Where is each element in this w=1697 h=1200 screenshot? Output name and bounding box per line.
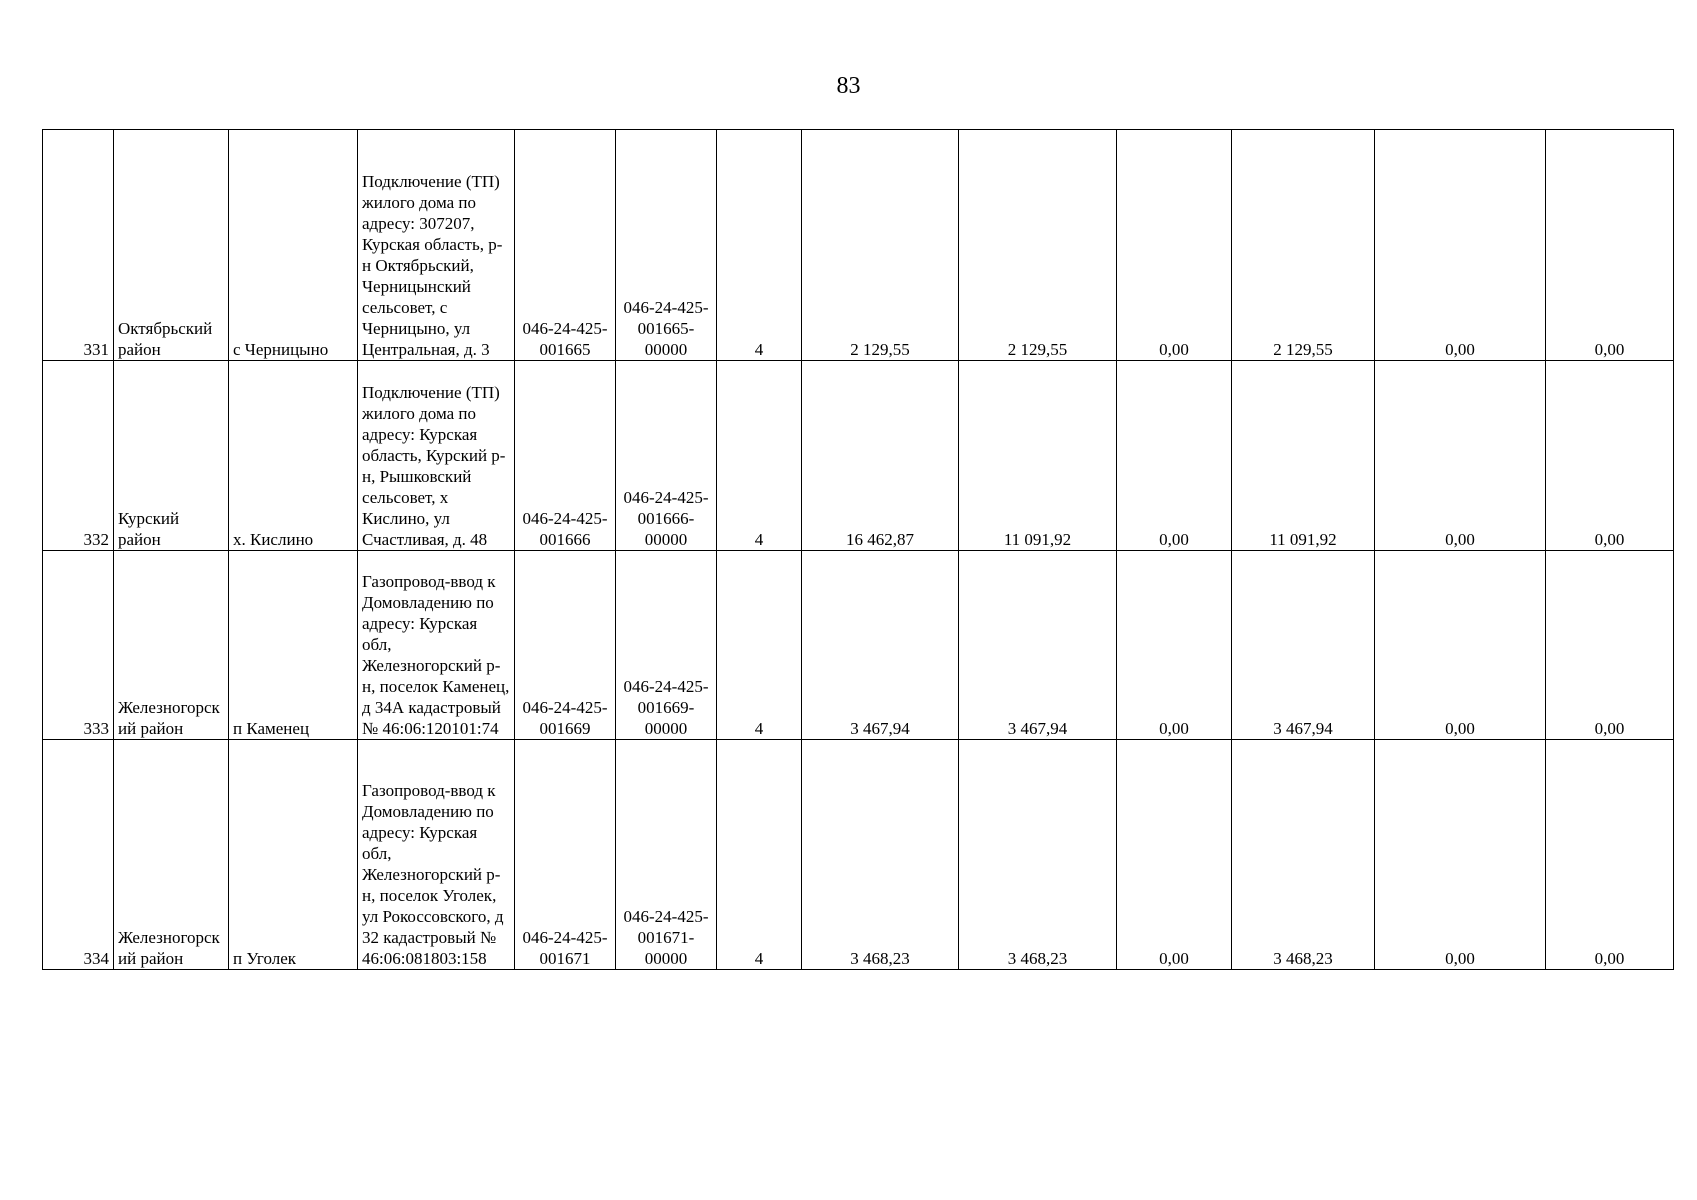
locality-cell: х. Кислино [229, 361, 358, 551]
amount-cell: 3 468,23 [1232, 740, 1375, 970]
description-cell: Газопровод-ввод к Домовладению по адресу: Курская обл, Железногорский р-н, поселок Уголек, ул Рокоссовского, д 32 кадастровый № 46:06:081803:158 [358, 740, 515, 970]
district-cell: Железногорский район [114, 740, 229, 970]
amount-cell: 16 462,87 [802, 361, 959, 551]
locality-cell: с Черницыно [229, 130, 358, 361]
code-cell: 046-24-425-001671 [515, 740, 616, 970]
locality-cell: п Уголек [229, 740, 358, 970]
amount-cell: 0,00 [1546, 551, 1674, 740]
code-cell: 046-24-425-001666 [515, 361, 616, 551]
category-cell: 4 [717, 361, 802, 551]
full-code-cell: 046-24-425-001669-00000 [616, 551, 717, 740]
code-cell: 046-24-425-001665 [515, 130, 616, 361]
amount-cell: 3 468,23 [959, 740, 1117, 970]
row-number-cell: 332 [43, 361, 114, 551]
registry-table [42, 129, 1674, 970]
amount-cell: 0,00 [1117, 740, 1232, 970]
amount-cell: 0,00 [1375, 361, 1546, 551]
amount-cell: 0,00 [1546, 740, 1674, 970]
category-cell: 4 [717, 740, 802, 970]
amount-cell: 3 467,94 [959, 551, 1117, 740]
amount-cell: 2 129,55 [1232, 130, 1375, 361]
row-number-cell: 333 [43, 551, 114, 740]
description-cell: Газопровод-ввод к Домовладению по адресу: Курская обл, Железногорский р-н, поселок Каменец, д 34А кадастровый № 46:06:120101:74 [358, 551, 515, 740]
full-code-cell: 046-24-425-001671-00000 [616, 740, 717, 970]
table-row [43, 130, 1674, 361]
locality-cell: п Каменец [229, 551, 358, 740]
table-row [43, 361, 1674, 551]
amount-cell: 0,00 [1546, 130, 1674, 361]
amount-cell: 0,00 [1375, 740, 1546, 970]
amount-cell: 3 468,23 [802, 740, 959, 970]
amount-cell: 0,00 [1375, 130, 1546, 361]
category-cell: 4 [717, 551, 802, 740]
code-cell: 046-24-425-001669 [515, 551, 616, 740]
amount-cell: 3 467,94 [1232, 551, 1375, 740]
district-cell: Железногорский район [114, 551, 229, 740]
description-cell: Подключение (ТП) жилого дома по адресу: Курская область, Курский р-н, Рышковский сельсовет, х Кислино, ул Счастливая, д. 48 [358, 361, 515, 551]
page-number: 83 [836, 73, 861, 99]
amount-cell: 0,00 [1375, 551, 1546, 740]
amount-cell: 0,00 [1117, 551, 1232, 740]
row-number-cell: 331 [43, 130, 114, 361]
category-cell: 4 [717, 130, 802, 361]
amount-cell: 0,00 [1117, 361, 1232, 551]
amount-cell: 0,00 [1546, 361, 1674, 551]
table-row [43, 740, 1674, 970]
full-code-cell: 046-24-425-001665-00000 [616, 130, 717, 361]
amount-cell: 11 091,92 [1232, 361, 1375, 551]
amount-cell: 3 467,94 [802, 551, 959, 740]
full-code-cell: 046-24-425-001666-00000 [616, 361, 717, 551]
amount-cell: 2 129,55 [959, 130, 1117, 361]
amount-cell: 11 091,92 [959, 361, 1117, 551]
row-number-cell: 334 [43, 740, 114, 970]
district-cell: Октябрьский район [114, 130, 229, 361]
table-row [43, 551, 1674, 740]
amount-cell: 2 129,55 [802, 130, 959, 361]
description-cell: Подключение (ТП) жилого дома по адресу: 307207, Курская область, р-н Октябрьский, Черницынский сельсовет, с Черницыно, ул Центральная, д. 3 [358, 130, 515, 361]
amount-cell: 0,00 [1117, 130, 1232, 361]
district-cell: Курский район [114, 361, 229, 551]
